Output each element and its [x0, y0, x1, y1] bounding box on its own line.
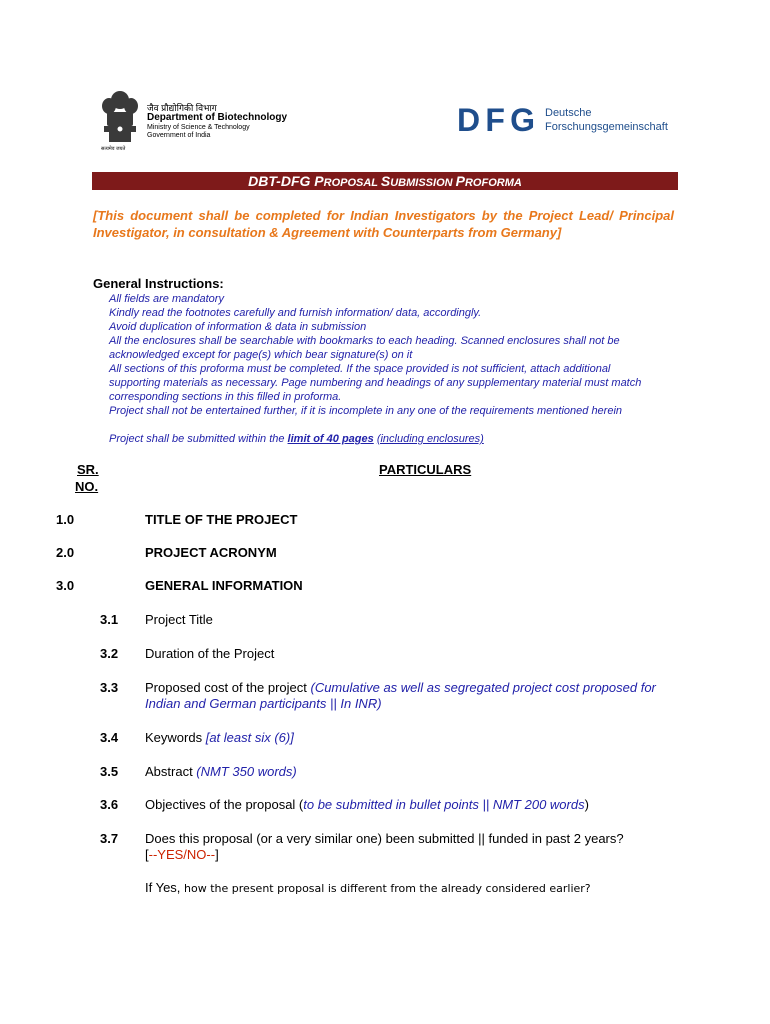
instruction-item: Kindly read the footnotes carefully and furnish information/ data, accordingly.: [109, 307, 482, 319]
item-number: 3.6: [100, 797, 119, 812]
instruction-item: Project shall be submitted within the limit of 40 pages (including enclosures): [109, 433, 484, 445]
item-duration: Duration of the Project: [145, 646, 275, 661]
dbt-hindi-name: जैव प्रौद्योगिकी विभाग: [147, 103, 217, 113]
instruction-item: All fields are mandatory: [109, 293, 224, 305]
section-number: 3.0: [56, 578, 75, 593]
dfg-name-line2: Forschungsgemeinschaft: [545, 121, 668, 133]
yes-no-choice: --YES/NO--: [148, 847, 216, 862]
column-header-no: NO.: [75, 479, 99, 494]
page-limit: limit of 40 pages: [287, 433, 374, 445]
item-abstract: Abstract (NMT 350 words): [145, 764, 297, 779]
item-objectives: Objectives of the proposal (to be submitted in bullet points || NMT 200 words): [145, 797, 589, 812]
item-number: 3.4: [100, 730, 119, 745]
dfg-full-name: [545, 106, 668, 134]
national-emblem-icon: [99, 88, 141, 150]
item-number: 3.5: [100, 764, 119, 779]
instruction-item: All sections of this proforma must be completed. If the space provided is not sufficient, attach additional supporting materials as necessary. Page numbering and headings of any supplementary material must match corresponding sections in this filled in proforma.: [109, 363, 642, 403]
document-title: DBT-DFG PROPOSAL SUBMISSION PROFORMA: [248, 173, 522, 189]
intro-note: [This document shall be completed for Indian Investigators by the Project Lead/ Principal Investigator, in consultation & Agreement with Counterparts from Germany]: [93, 208, 674, 240]
item-project-title: Project Title: [145, 612, 213, 627]
emblem-motto: सत्यमेव जयते: [101, 146, 126, 152]
section-number: 1.0: [56, 512, 75, 527]
item-number: 3.2: [100, 646, 119, 661]
dfg-logo: [457, 103, 537, 135]
dbt-name: Department of Biotechnology: [147, 112, 288, 123]
item-proposed-cost: Proposed cost of the project (Cumulative as well as segregated project cost proposed for Indian and German participants || In INR): [145, 680, 656, 711]
column-header-sr: SR.: [77, 462, 99, 477]
instruction-item: Avoid duplication of information & data in submission: [109, 321, 367, 333]
dbt-government: Government of India: [147, 132, 211, 139]
item-number: 3.7: [100, 831, 119, 846]
item-previous-submission: Does this proposal (or a very similar one) been submitted || funded in past 2 years? [--YES/NO--]: [145, 831, 624, 862]
instruction-item: All the enclosures shall be searchable with bookmarks to each heading. Scanned enclosures shall not be acknowledged except for page(s) which bear signature(s) on it: [109, 335, 620, 361]
dbt-ministry: Ministry of Science & Technology: [147, 124, 250, 131]
item-if-yes: If Yes, how the present proposal is different from the already considered earlier?: [145, 880, 591, 895]
instruction-item: Project shall not be entertained further, if it is incomplete in any one of the requirements mentioned herein: [109, 405, 623, 417]
instructions-heading: General Instructions:: [93, 276, 224, 291]
section-general-information: GENERAL INFORMATION: [145, 578, 303, 593]
section-number: 2.0: [56, 545, 75, 560]
dfg-logo-text: DFG: [457, 103, 535, 135]
item-keywords: Keywords [at least six (6)]: [145, 730, 294, 745]
column-header-particulars: PARTICULARS: [379, 462, 472, 477]
item-number: 3.1: [100, 612, 119, 627]
item-number: 3.3: [100, 680, 119, 695]
section-project-acronym: PROJECT ACRONYM: [145, 545, 277, 560]
dfg-name-line1: Deutsche: [545, 107, 592, 119]
section-title-of-project: TITLE OF THE PROJECT: [145, 512, 298, 527]
